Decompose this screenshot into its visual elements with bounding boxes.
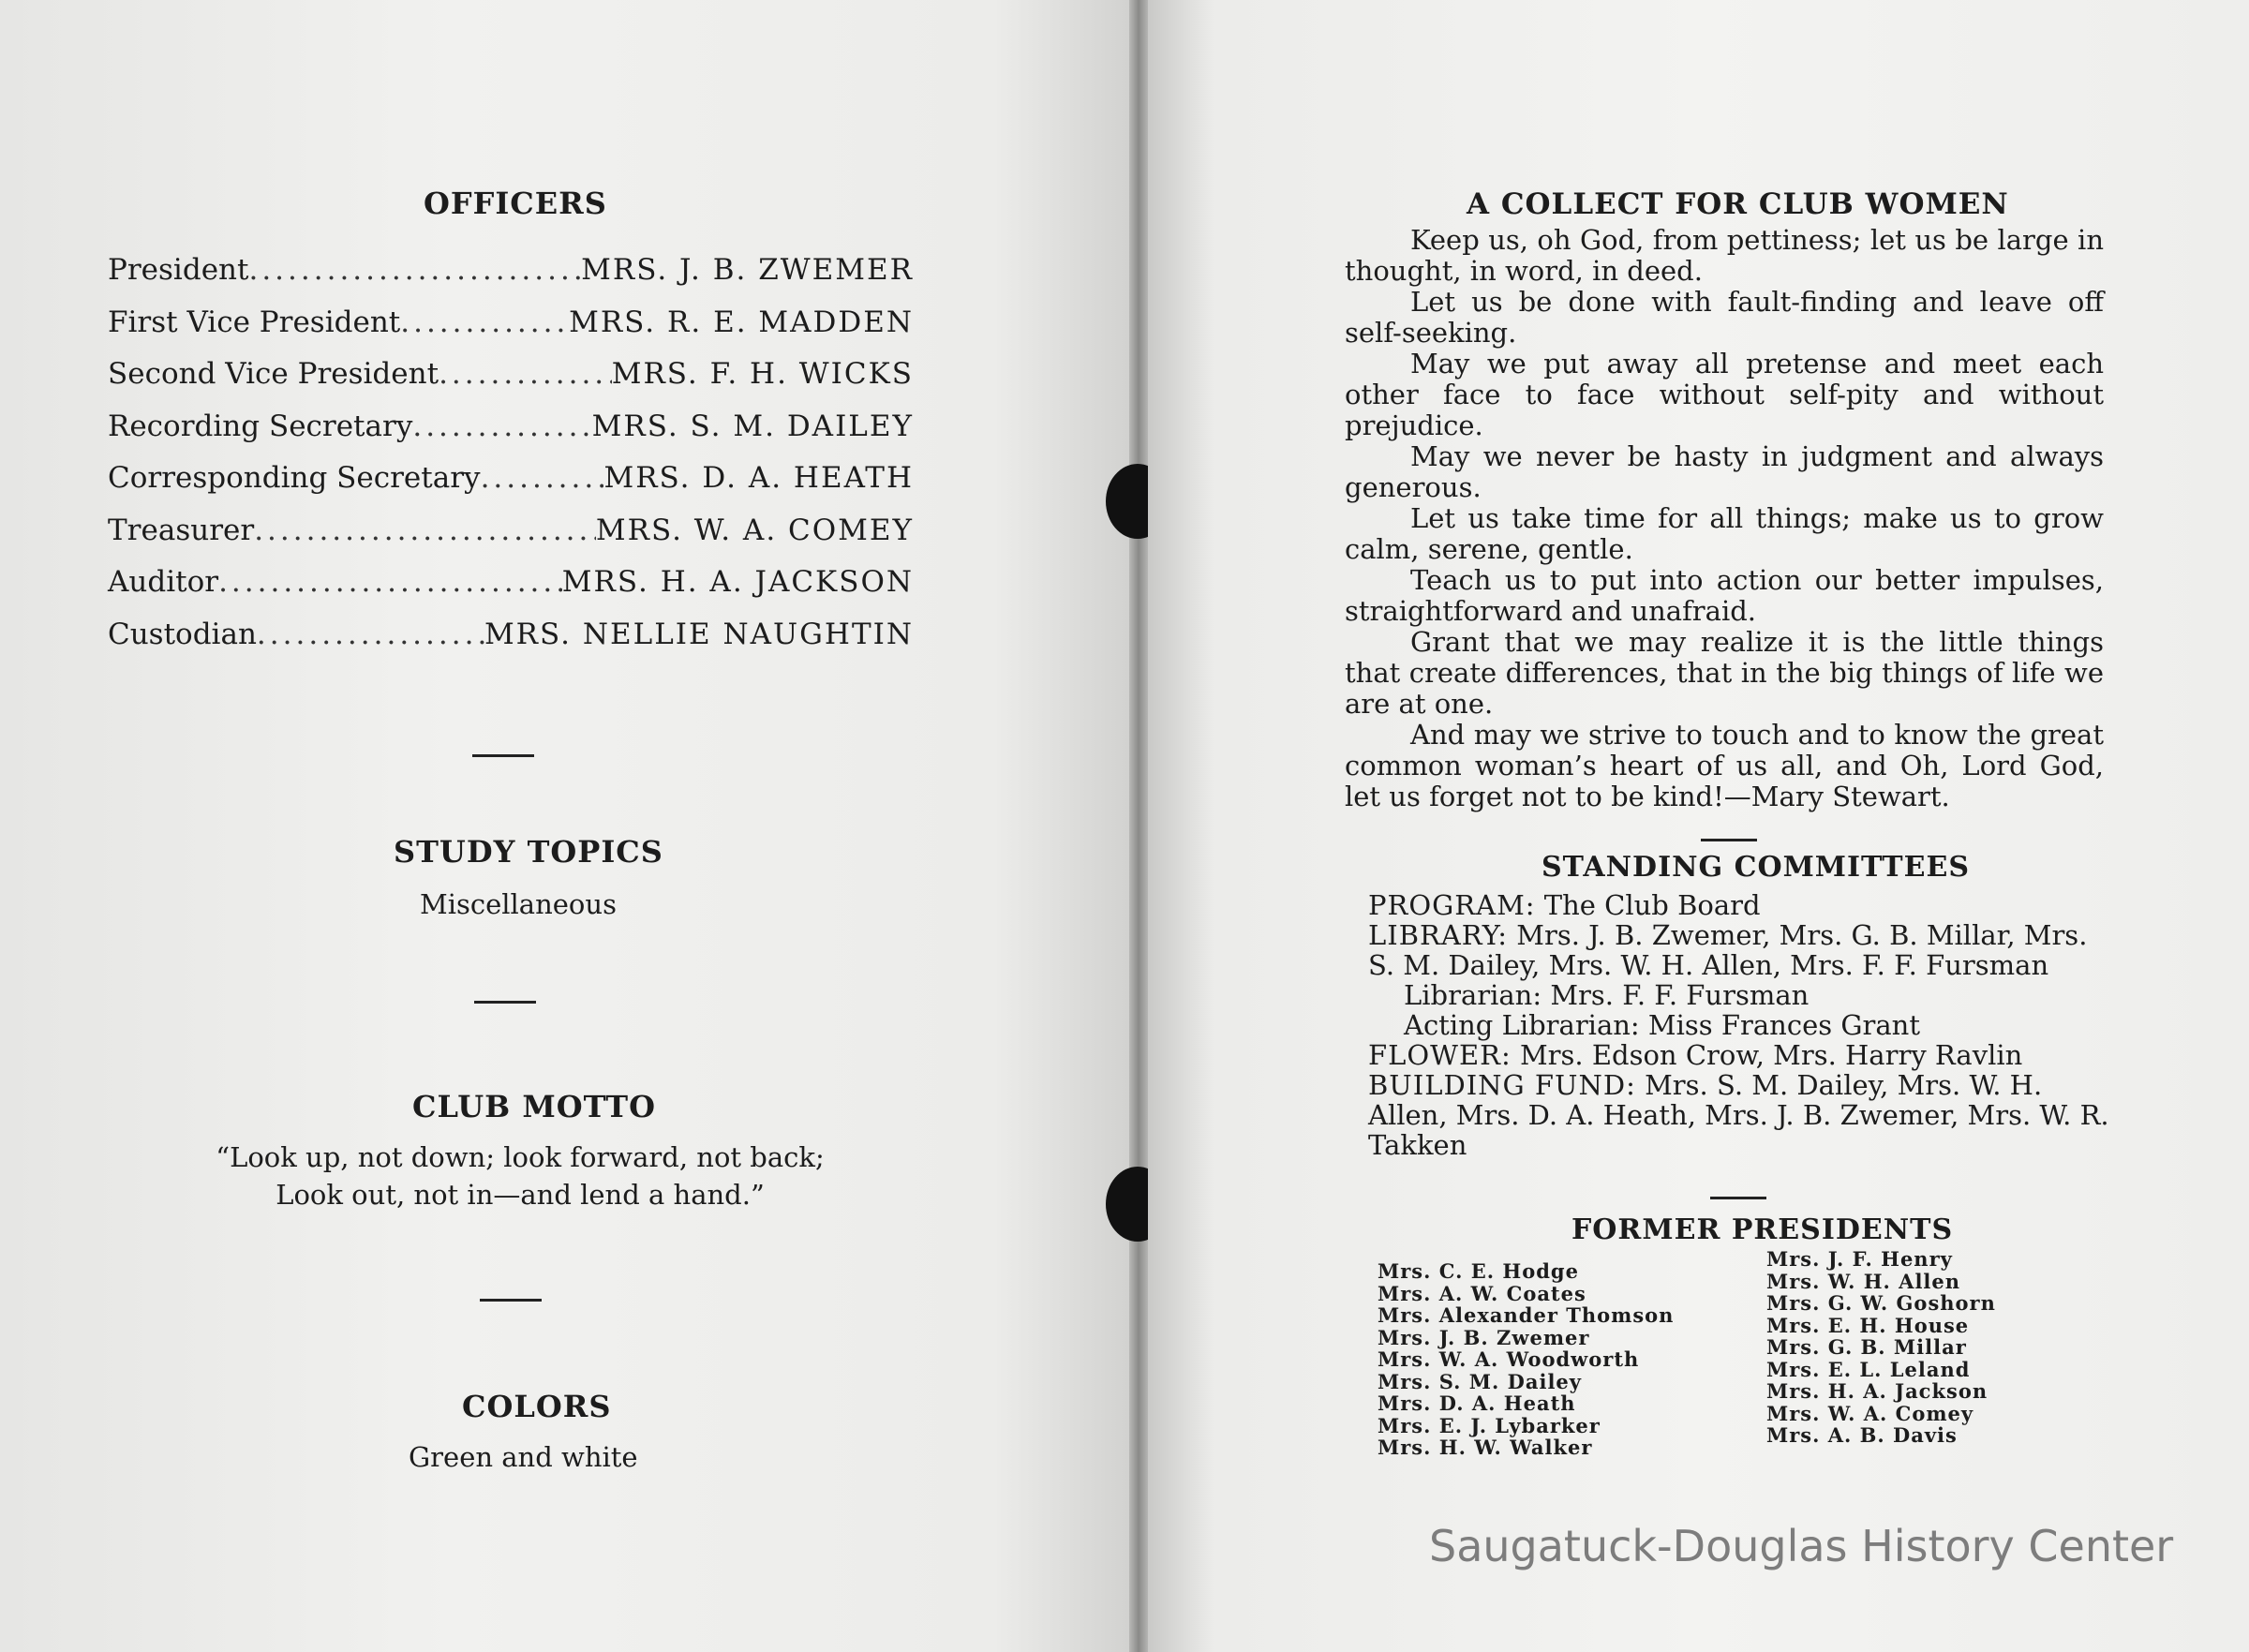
- former-president: Mrs. A. W. Coates: [1378, 1281, 1586, 1305]
- club-motto-heading: CLUB MOTTO: [412, 1089, 656, 1124]
- former-president: Mrs. C. E. Hodge: [1378, 1259, 1579, 1283]
- officer-name: MRS. R. E. MADDEN: [569, 305, 914, 339]
- collect-paragraph: Let us take time for all things; make us to grow calm, serene, gentle.: [1345, 502, 2104, 565]
- officer-name: MRS. W. A. COMEY: [595, 513, 914, 547]
- former-president: Mrs. E. H. House: [1766, 1313, 1970, 1337]
- officer-role: President: [108, 253, 249, 287]
- former-president: Mrs. E. J. Lybarker: [1378, 1413, 1601, 1437]
- former-presidents-heading: FORMER PRESIDENTS: [1571, 1213, 1954, 1246]
- divider-rule: [472, 754, 534, 757]
- officer-role: Custodian: [108, 617, 257, 651]
- officer-name: MRS. J. B. ZWEMER: [581, 253, 914, 287]
- committee-acting-librarian: Acting Librarian: Miss Frances Grant: [1404, 1009, 1920, 1041]
- study-topics-heading: STUDY TOPICS: [394, 834, 663, 870]
- officers-list: [108, 253, 914, 669]
- officer-role: Corresponding Secretary: [108, 461, 481, 495]
- former-president: Mrs. W. A. Comey: [1766, 1401, 1974, 1425]
- officer-role: Treasurer: [108, 513, 255, 547]
- former-president: Mrs. Alexander Thomson: [1378, 1303, 1675, 1327]
- former-president: Mrs. S. M. Dailey: [1378, 1369, 1582, 1393]
- study-topics-value: Miscellaneous: [420, 888, 617, 920]
- former-president: Mrs. G. W. Goshorn: [1766, 1291, 1996, 1315]
- officer-row: [108, 618, 914, 670]
- former-president: Mrs. E. L. Leland: [1766, 1357, 1971, 1381]
- former-president: Mrs. J. F. Henry: [1766, 1247, 1953, 1271]
- club-motto-line-1: “Look up, not down; look forward, not back;: [216, 1141, 825, 1173]
- committee-program: PROGRAM: The Club Board: [1368, 889, 1761, 921]
- collect-paragraph: Grant that we may realize it is the little things that create differences, that in the big things of life we are at one.: [1345, 626, 2104, 720]
- former-president: Mrs. G. B. Millar: [1766, 1335, 1967, 1359]
- book-gutter: [1129, 0, 1148, 1652]
- leader-dots: [257, 618, 484, 651]
- standing-committees-heading: STANDING COMMITTEES: [1542, 851, 1971, 884]
- former-president: Mrs. W. H. Allen: [1766, 1269, 1961, 1293]
- former-presidents-column-1: [1378, 1260, 1674, 1459]
- committee-library: LIBRARY: Mrs. J. B. Zwemer, Mrs. G. B. Millar, Mrs. S. M. Dailey, Mrs. W. H. Allen, Mrs. F. F. Fursman: [1368, 919, 2088, 981]
- committee-librarian: Librarian: Mrs. F. F. Fursman: [1404, 979, 1810, 1011]
- officer-role: Recording Secretary: [108, 409, 413, 443]
- colors-heading: COLORS: [462, 1389, 612, 1424]
- leader-dots: [481, 461, 604, 495]
- leader-dots: [439, 357, 612, 391]
- officer-row: [108, 305, 914, 358]
- officer-name: MRS. F. H. WICKS: [611, 357, 914, 391]
- former-president: Mrs. W. A. Woodworth: [1378, 1347, 1640, 1371]
- former-president: Mrs. D. A. Heath: [1378, 1392, 1576, 1415]
- officer-row: [108, 513, 914, 566]
- officer-name: MRS. D. A. HEATH: [603, 461, 914, 495]
- colors-value: Green and white: [409, 1441, 638, 1473]
- collect-paragraph: And may we strive to touch and to know the great common woman’s heart of us all, and Oh, Lord God, let us forget not to be kind!—Mary Stewart.: [1345, 719, 2104, 812]
- collect-paragraph: Teach us to put into action our better impulses, straightforward and unafraid.: [1345, 564, 2104, 627]
- leader-dots: [248, 253, 581, 287]
- officer-row: [108, 565, 914, 618]
- officer-name: MRS. NELLIE NAUGHTIN: [484, 617, 914, 651]
- divider-rule: [474, 1001, 536, 1004]
- standing-committees: [1368, 890, 2118, 1160]
- collect-text: [1345, 225, 2104, 812]
- collect-paragraph: May we never be hasty in judgment and always generous.: [1345, 440, 2104, 503]
- former-president: Mrs. A. B. Davis: [1766, 1423, 1958, 1447]
- watermark-text: Saugatuck-Douglas History Center: [1429, 1521, 2174, 1571]
- club-motto-line-2: Look out, not in—and lend a hand.”: [276, 1179, 765, 1211]
- former-president: Mrs. H. A. Jackson: [1766, 1379, 1988, 1403]
- committee-flower: FLOWER: Mrs. Edson Crow, Mrs. Harry Ravlin: [1368, 1039, 2023, 1071]
- officer-row: [108, 253, 914, 305]
- leader-dots: [218, 565, 562, 599]
- leader-dots: [400, 305, 569, 339]
- former-president: Mrs. H. W. Walker: [1378, 1436, 1593, 1459]
- divider-rule: [1701, 839, 1757, 841]
- officer-role: Auditor: [108, 565, 219, 599]
- divider-rule: [1710, 1197, 1766, 1199]
- officer-name: MRS. H. A. JACKSON: [561, 565, 914, 599]
- committee-building-fund: BUILDING FUND: Mrs. S. M. Dailey, Mrs. W. H. Allen, Mrs. D. A. Heath, Mrs. J. B. Zwemer, Mrs. W. R. Takken: [1368, 1069, 2109, 1161]
- officer-row: [108, 461, 914, 513]
- officer-role: First Vice President: [108, 305, 401, 339]
- former-president: Mrs. J. B. Zwemer: [1378, 1325, 1590, 1349]
- collect-heading: A COLLECT FOR CLUB WOMEN: [1467, 187, 2009, 221]
- officer-name: MRS. S. M. DAILEY: [591, 409, 914, 443]
- collect-paragraph: Let us be done with fault-finding and leave off self-seeking.: [1345, 286, 2104, 349]
- divider-rule: [480, 1299, 542, 1302]
- leader-dots: [412, 409, 591, 443]
- officer-role: Second Vice President: [108, 357, 439, 391]
- officer-row: [108, 409, 914, 462]
- former-presidents-column-2: [1766, 1248, 1996, 1447]
- collect-paragraph: May we put away all pretense and meet each other face to face without self-pity and without prejudice.: [1345, 348, 2104, 441]
- officer-row: [108, 357, 914, 409]
- right-page: [1148, 0, 2249, 1652]
- collect-paragraph: Keep us, oh God, from pettiness; let us be large in thought, in word, in deed.: [1345, 224, 2104, 287]
- leader-dots: [254, 513, 596, 547]
- officers-heading: OFFICERS: [424, 186, 607, 221]
